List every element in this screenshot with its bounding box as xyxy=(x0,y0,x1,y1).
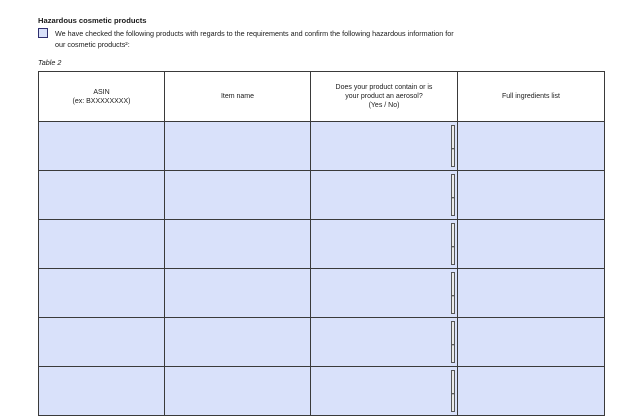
dropdown-button[interactable] xyxy=(451,223,455,265)
ingredients-field[interactable] xyxy=(458,171,605,220)
header-item-name-label: Item name xyxy=(220,93,255,100)
table-row xyxy=(39,171,605,220)
confirmation-checkbox[interactable] xyxy=(38,28,48,38)
asin-field[interactable] xyxy=(39,171,165,220)
chevron-down-icon xyxy=(452,246,454,248)
header-asin-label: ASIN xyxy=(93,88,110,96)
ingredients-field[interactable] xyxy=(458,318,605,367)
dropdown-button[interactable] xyxy=(451,321,455,363)
chevron-down-icon xyxy=(452,344,454,346)
header-ingredients-label: Full ingredients list xyxy=(502,93,560,100)
ingredients-field[interactable] xyxy=(458,122,605,171)
item-name-field[interactable] xyxy=(165,220,311,269)
header-aerosol-line2: your product an aerosol? xyxy=(345,93,423,100)
dropdown-button[interactable] xyxy=(451,370,455,412)
ingredients-field[interactable] xyxy=(458,269,605,318)
confirmation-text-line2: our cosmetic products²: xyxy=(55,40,130,49)
header-row xyxy=(39,72,605,122)
asin-field[interactable] xyxy=(39,269,165,318)
aerosol-select[interactable] xyxy=(311,171,458,220)
asin-field[interactable] xyxy=(39,220,165,269)
dropdown-button[interactable] xyxy=(451,125,455,167)
header-aerosol-line3: (Yes / No) xyxy=(368,102,400,109)
chevron-down-icon xyxy=(452,148,454,150)
table-row xyxy=(39,269,605,318)
table-row xyxy=(39,122,605,171)
item-name-field[interactable] xyxy=(165,318,311,367)
item-name-field[interactable] xyxy=(165,171,311,220)
aerosol-select[interactable] xyxy=(311,318,458,367)
header-asin-example: (ex: BXXXXXXXX) xyxy=(72,97,131,105)
hazardous-products-table xyxy=(38,71,605,416)
aerosol-select[interactable] xyxy=(311,220,458,269)
asin-field[interactable] xyxy=(39,318,165,367)
chevron-down-icon xyxy=(452,393,454,395)
table-row xyxy=(39,220,605,269)
header-aerosol-line1: Does your product contain or is xyxy=(335,84,433,91)
aerosol-select[interactable] xyxy=(311,122,458,171)
header-item-name xyxy=(165,72,311,122)
aerosol-select[interactable] xyxy=(311,367,458,416)
table-row xyxy=(39,318,605,367)
table-row xyxy=(39,367,605,416)
header-ingredients xyxy=(458,72,605,122)
asin-field[interactable] xyxy=(39,367,165,416)
ingredients-field[interactable] xyxy=(458,367,605,416)
chevron-down-icon xyxy=(452,197,454,199)
chevron-down-icon xyxy=(452,295,454,297)
dropdown-button[interactable] xyxy=(451,272,455,314)
ingredients-field[interactable] xyxy=(458,220,605,269)
confirmation-text-line1: We have checked the following products with regards to the requirements and confirm the following hazardous information for xyxy=(55,29,454,38)
item-name-field[interactable] xyxy=(165,269,311,318)
dropdown-button[interactable] xyxy=(451,174,455,216)
section-title: Hazardous cosmetic products xyxy=(38,16,147,25)
table-caption: Table 2 xyxy=(38,58,62,67)
header-asin xyxy=(39,72,165,122)
item-name-field[interactable] xyxy=(165,367,311,416)
aerosol-select[interactable] xyxy=(311,269,458,318)
asin-field[interactable] xyxy=(39,122,165,171)
header-aerosol xyxy=(311,72,458,122)
item-name-field[interactable] xyxy=(165,122,311,171)
